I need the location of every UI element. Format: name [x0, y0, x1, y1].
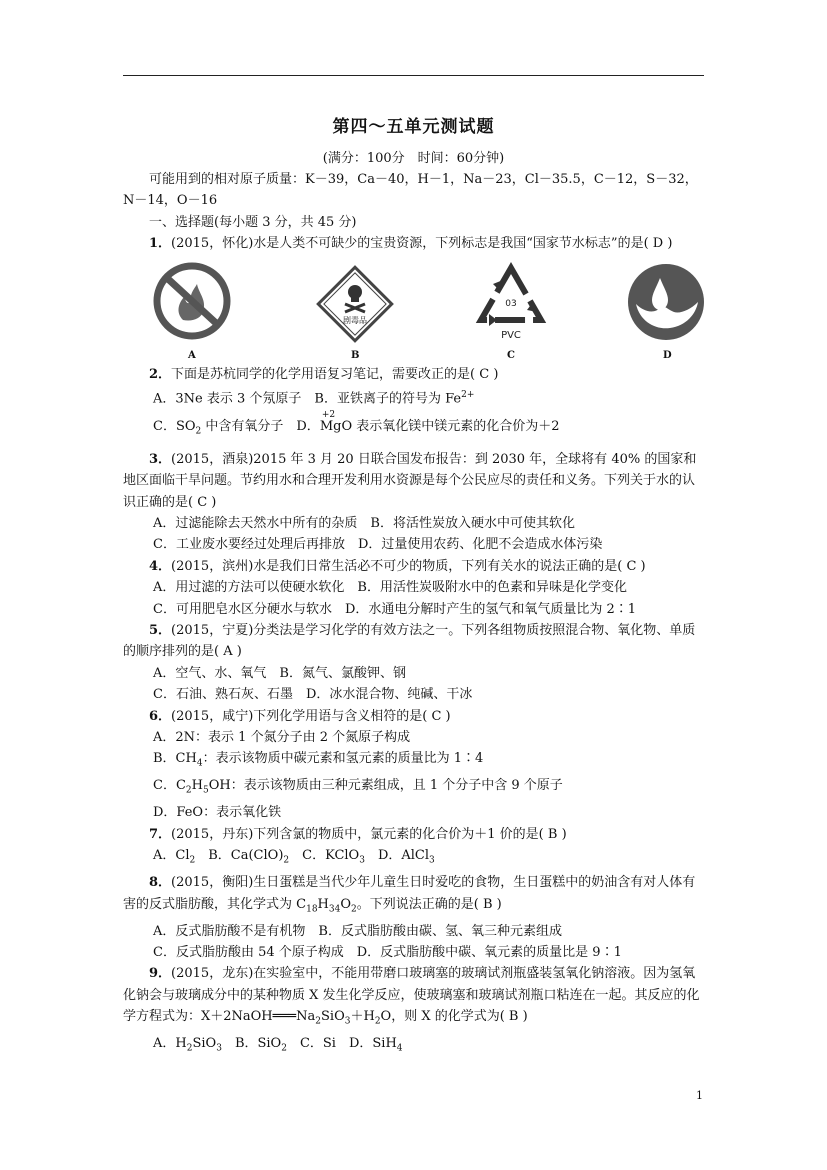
option-text: OH：表示该物质由三种元素组成，且 1 个分子中含 9 个原子: [208, 778, 563, 794]
subscript: 3: [344, 1016, 351, 1027]
option-text: D．SiH: [335, 1036, 397, 1052]
option-text: C．Si: [286, 1036, 336, 1052]
options-ab: A．过滤能除去天然水中所有的杂质 B．将活性炭放入硬水中可使其软化: [153, 515, 575, 531]
question-stem: (2015，衡阳)生日蛋糕是当代少年儿童生日时爱吃的食物，生日蛋糕中的奶油含有对人体有害的反式脂肪酸，其化学式为 C: [123, 875, 696, 912]
option-text: B．SiO: [221, 1036, 282, 1052]
options-cd: C．可用肥皂水区分硬水与软水 D．水通电分解时产生的氢气和氧气质量比为 2∶1: [153, 601, 637, 617]
option-text: C．SO: [153, 418, 196, 434]
section-heading: 一、选择题(每小题 3 分，共 45 分): [149, 214, 357, 230]
option-text: A．H: [153, 1036, 187, 1052]
question-number: 5．: [149, 623, 172, 639]
question-number: 8．: [149, 875, 172, 891]
question-stem: (2015，龙东)在实验室中，不能用带磨口玻璃塞的玻璃试剂瓶盛装氢氧化钠溶液。因为氢氧化钠会与玻璃成分中的某种物质 X 发生化学反应，使玻璃塞和玻璃试剂瓶口粘连在一起。其反应的化学方程式为：X＋2NaOH═══Na: [123, 966, 700, 1025]
page-title: 第四～五单元测试题: [332, 117, 495, 137]
subscript: 2: [283, 855, 290, 866]
question-2: [123, 364, 705, 385]
subscript: 2: [185, 786, 192, 797]
question-6: [123, 706, 705, 727]
option-b: [123, 748, 705, 775]
subscript: 2: [315, 1016, 321, 1027]
subscript: 3: [216, 1043, 222, 1054]
subscript: 2: [186, 1043, 193, 1054]
question-9: [123, 963, 705, 1033]
question-3: [123, 449, 705, 513]
option-text: B．Ca(ClO): [195, 848, 284, 864]
formula-part: ＋H: [350, 1009, 375, 1025]
options-ab: A．空气、水、氧气 B．氮气、氯酸钾、钢: [153, 665, 406, 681]
subscript: 4: [396, 1043, 403, 1054]
question-number: 6．: [149, 708, 172, 724]
options-cd: C．石油、熟石灰、石墨 D．冰水混合物、纯碱、干冰: [153, 687, 473, 703]
question-stem: (2015，丹东)下列含氯的物质中，氯元素的化合价为＋1 价的是( B ): [171, 826, 567, 842]
water-saving-icon: [626, 262, 706, 342]
question-number: 1．: [149, 236, 172, 252]
subscript: 3: [429, 855, 435, 866]
subscript: 34: [328, 904, 341, 915]
subscript: 3: [359, 855, 365, 866]
options-abcd: [123, 1033, 705, 1060]
options-ab: A．用过滤的方法可以使硬水软化 B．用活性炭吸附水中的色素和异味是化学变化: [153, 580, 627, 596]
question-stem: (2015，咸宁)下列化学用语与含义相符的是( C ): [171, 708, 451, 724]
option-text: D．AlCl: [364, 848, 430, 864]
question-number: 2．: [149, 366, 172, 382]
subscript: 2: [195, 426, 202, 437]
superscript: 2+: [461, 390, 475, 401]
sign-options: [123, 258, 705, 364]
no-fire-icon: [153, 262, 231, 340]
formula-part: H: [317, 896, 329, 912]
option-text: SiO: [192, 1036, 217, 1052]
subscript: 2: [374, 1016, 381, 1027]
toxic-hazard-icon: [313, 262, 397, 346]
question-1: [123, 233, 705, 254]
question-4: [123, 556, 705, 577]
option-text: 表示氧化镁中镁元素的化合价为＋2: [352, 418, 560, 434]
option-d: D．FeO：表示氧化铁: [153, 805, 282, 821]
options-cd: C．反式脂肪酸由 54 个原子构成 D．反式脂肪酸中碳、氧元素的质量比是 9∶1: [153, 945, 622, 961]
option-text: A．3Ne 表示 3 个氖原子 B．亚铁离子的符号为 Fe: [153, 391, 462, 407]
options-cd: C．工业废水要经过处理后再排放 D．过量使用农药、化肥不会造成水体污染: [153, 537, 603, 553]
document-body: [123, 169, 705, 1060]
option-text: H: [191, 778, 203, 794]
valence-mark: +2: [321, 409, 336, 420]
question-stem-end: O，则 X 的化学式为( B ): [380, 1009, 528, 1025]
subscript: 2: [281, 1043, 287, 1054]
question-stem: (2015，怀化)水是人类不可缺少的宝贵资源，下列标志是我国“国家节水标志”的是( D ): [171, 236, 673, 252]
header-rule: [123, 75, 704, 76]
option-text: A．Cl: [153, 848, 190, 864]
subscript: 4: [196, 759, 203, 770]
option-text: C．C: [153, 778, 186, 794]
atomic-masses: 可能用到的相对原子质量：K－39，Ca－40，H－1，Na－23，Cl－35.5，C－12，S－32，N－14，O－16: [123, 172, 698, 209]
question-number: 3．: [149, 451, 172, 467]
option-text: 中含有氧分子 D．: [201, 418, 320, 434]
recycle-pvc-icon: [471, 262, 551, 344]
subscript: 18: [306, 904, 318, 915]
question-stem: (2015，宁夏)分类法是学习化学的有效方法之一。下列各组物质按照混合物、氧化物、单质的顺序排列的是( A ): [123, 623, 696, 660]
option-text: C．KClO: [289, 848, 360, 864]
toxic-label: 剧毒品: [343, 315, 367, 325]
question-stem: 下面是苏杭同学的化学用语复习笔记，需要改正的是( C ): [171, 366, 499, 382]
formula-part: O: [340, 896, 352, 912]
options-abcd: [123, 845, 705, 872]
option-text: ：表示该物质中碳元素和氢元素的质量比为 1∶4: [202, 751, 484, 767]
formula-part: SiO: [321, 1009, 345, 1025]
subscript: 2: [351, 904, 357, 915]
subscript: 2: [189, 855, 196, 866]
question-stem: (2015，滨州)水是我们日常生活必不可少的物质，下列有关水的说法正确的是( C ): [171, 558, 646, 574]
option-label-d: D: [663, 349, 672, 361]
option-c: [123, 775, 705, 802]
option-text: B．CH: [153, 751, 197, 767]
recycle-code: 03: [505, 298, 517, 309]
question-stem: (2015，酒泉)2015 年 3 月 20 日联合国发布报告：到 2030 年，全球将有 40% 的国家和地区面临干旱问题。节约用水和合理开发利用水资源是每个公民应尽的责任和义务。下列关于水的认识正确的是( C ): [123, 451, 697, 510]
question-7: [123, 824, 705, 845]
pvc-label: PVC: [501, 329, 521, 341]
question-stem-end: 。下列说法正确的是( B ): [356, 896, 502, 912]
valence-formula: [319, 409, 353, 437]
options-ab: A．反式脂肪酸不是有机物 B．反式脂肪酸由碳、氢、氧三种元素组成: [153, 923, 562, 939]
page-number: 1: [696, 1089, 703, 1102]
option-label-b: B: [351, 349, 360, 361]
question-number: 9．: [149, 966, 172, 982]
subscript: 5: [202, 786, 209, 797]
option-label-a: A: [188, 349, 196, 361]
question-number: 4．: [149, 558, 172, 574]
options-cd: [123, 409, 705, 443]
formula: MgO: [319, 418, 353, 434]
question-number: 7．: [149, 826, 172, 842]
page-subtitle: (满分：100分 时间：60分钟): [322, 151, 505, 166]
question-8: [123, 872, 705, 920]
question-5: [123, 620, 705, 663]
option-label-c: C: [507, 349, 515, 361]
options-ab: [123, 385, 705, 410]
option-a: A．2N：表示 1 个氮分子由 2 个氮原子构成: [153, 730, 411, 746]
